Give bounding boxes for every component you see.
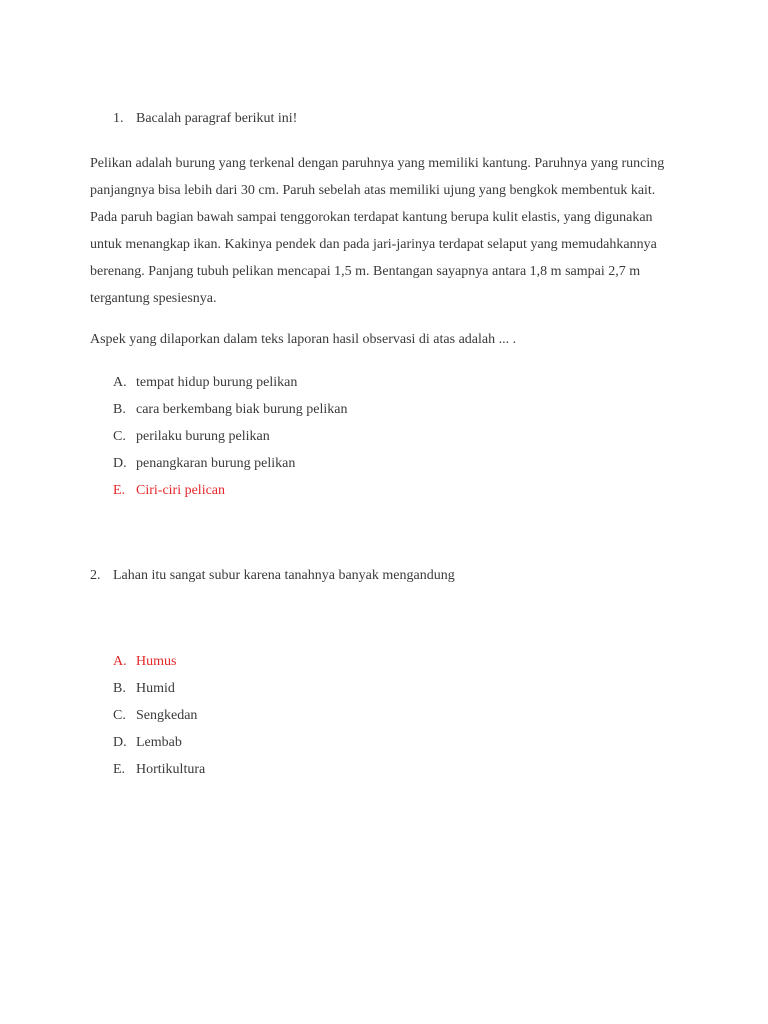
question-2-stem-text: Lahan itu sangat subur karena tanahnya banyak mengandung (113, 568, 455, 583)
option-letter: A. (113, 654, 127, 669)
question-1-option-a (113, 372, 347, 399)
option-text: Hortikultura (136, 762, 206, 777)
option-text: Humus (136, 654, 177, 669)
option-letter: D. (113, 735, 127, 750)
question-1-number: 1. (113, 111, 124, 126)
option-text: penangkaran burung pelikan (136, 456, 296, 471)
question-2-option-d (113, 732, 205, 759)
question-2-options (113, 651, 205, 786)
question-1-option-d (113, 453, 347, 480)
question-2-option-b (113, 678, 205, 705)
question-1-options (113, 372, 347, 507)
option-letter: D. (113, 456, 127, 471)
question-2-stem (90, 565, 455, 587)
question-2-number: 2. (90, 568, 101, 583)
option-letter: C. (113, 429, 126, 444)
option-text: Humid (136, 681, 175, 696)
option-letter: B. (113, 681, 126, 696)
question-1-option-e-correct (113, 480, 347, 507)
question-1-stem: Aspek yang dilaporkan dalam teks laporan hasil observasi di atas adalah ... . (90, 332, 517, 347)
question-2-option-e (113, 759, 205, 786)
question-1-heading (113, 109, 297, 129)
question-1-heading-text: Bacalah paragraf berikut ini! (136, 111, 298, 126)
option-text: Sengkedan (136, 708, 198, 723)
option-text: perilaku burung pelikan (136, 429, 270, 444)
option-text: tempat hidup burung pelikan (136, 375, 298, 390)
option-text: Ciri-ciri pelican (136, 483, 226, 498)
question-2-option-a-correct (113, 651, 205, 678)
option-letter: C. (113, 708, 126, 723)
option-text: cara berkembang biak burung pelikan (136, 402, 348, 417)
option-letter: E. (113, 483, 126, 498)
question-1-option-c (113, 426, 347, 453)
option-letter: E. (113, 762, 126, 777)
option-letter: B. (113, 402, 126, 417)
option-letter: A. (113, 375, 127, 390)
question-1-option-b (113, 399, 347, 426)
option-text: Lembab (136, 735, 182, 750)
question-1-passage: Pelikan adalah burung yang terkenal dengan paruhnya yang memiliki kantung. Paruhnya yang runcing panjangnya bisa lebih dari 30 cm. Paruh sebelah atas memiliki ujung yang bengkok membentuk kait. Pada paruh bagian bawah sampai tenggorokan terdapat kantung berupa kulit elastis, yang digunakan untuk menangkap ikan. Kakinya pendek dan pada jari-jarinya terdapat selaput yang memudahkannya berenang. Panjang tubuh pelikan mencapai 1,5 m. Bentangan sayapnya antara 1,8 m sampai 2,7 m tergantung spesiesnya. (90, 156, 665, 306)
question-2-option-c (113, 705, 205, 732)
